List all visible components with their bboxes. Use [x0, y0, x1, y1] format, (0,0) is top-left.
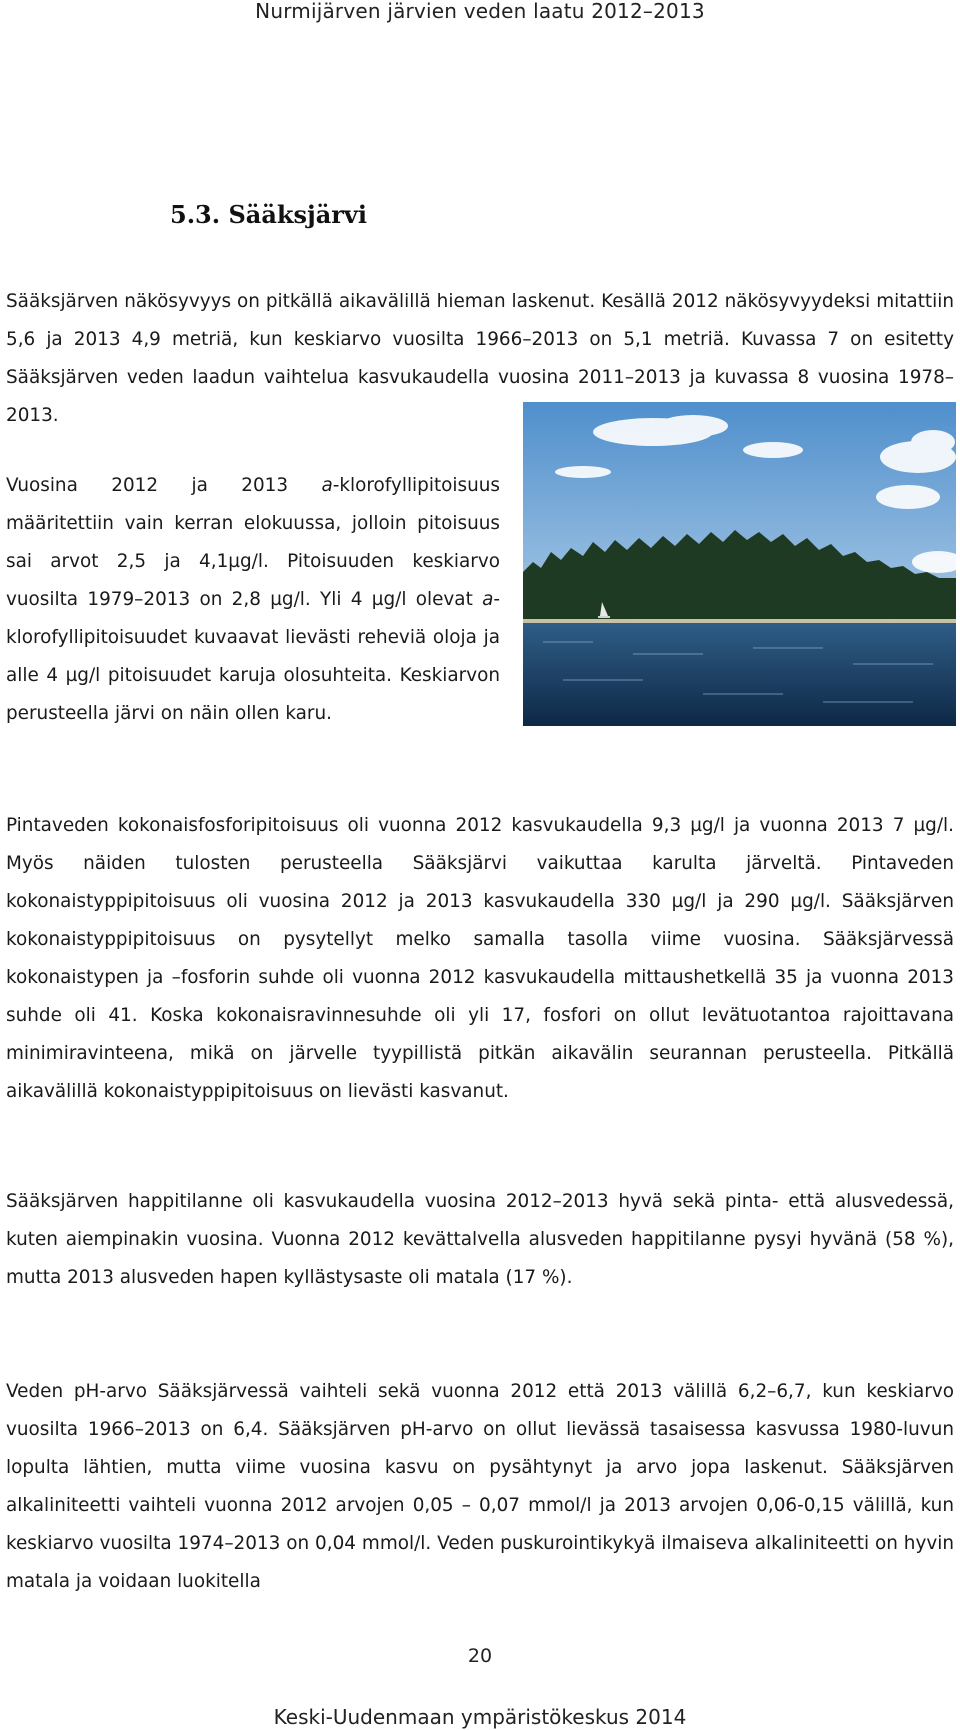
paragraph-chlorophyll [6, 467, 500, 733]
paragraph-visibility: Sääksjärven näkösyvyys on pitkällä aikavälillä hieman laskenut. Kesällä 2012 näkösyvyydeksi mitattiin 5,6 ja 2013 4,9 metriä, kun keskiarvo vuosilta 1966–2013 on 5,1 metriä. Kuvassa 7 on esitetty Sääksjärven veden laadun vaihtelua kasvukaudella vuosina 2011–2013 ja kuvassa 8 vuosina 1978–2013. [6, 291, 954, 426]
lake-photo-illustration [523, 402, 956, 726]
chlorophyll-text-1: Vuosina 2012 ja 2013 [6, 475, 322, 496]
paragraph-nutrients: Pintaveden kokonaisfosforipitoisuus oli vuonna 2012 kasvukaudella 9,3 µg/l ja vuonna 2013 7 µg/l. Myös näiden tulosten perusteella Sääksjärvi vaikuttaa karulta järveltä. Pintaveden kokonaistyppipitoisuus oli vuosina 2012 ja 2013 kasvukaudella 330 µg/l ja 290 µg/l. Sääksjärven kokonaistyppipitoisuus on pysytellyt melko samalla tasolla viime vuosina. Sääksjärvessä kokonaistypen ja –fosforin suhde oli vuonna 2012 kasvukaudella mittaushetkellä 35 ja vuonna 2013 suhde oli 41. Koska kokonaisravinnesuhde oli yli 17, fosfori on ollut levätuotantoa rajoittavana minimiravinteena, mikä on järvelle tyypillistä pitkän aikavälin seurannan perusteella. Pitkällä aikavälillä kokonaistyppipitoisuus on lievästi kasvanut. [6, 815, 954, 1102]
chlorophyll-text-2: -klorofyllipitoisuus määritettiin vain kerran elokuussa, jolloin pitoisuus sai arvot 2,5 ja 4,1µg/l. Pitoisuuden keskiarvo vuosilta 1979–2013 on 2,8 µg/l. Yli 4 µg/l olevat [6, 475, 500, 610]
running-header: Nurmijärven järvien veden laatu 2012–2013 [255, 0, 705, 23]
chlorophyll-italic-a-1: a [321, 475, 333, 496]
shoreline [523, 619, 956, 623]
paragraph-ph: Veden pH-arvo Sääksjärvessä vaihteli sekä vuonna 2012 että 2013 välillä 6,2–6,7, kun keskiarvo vuosilta 1966–2013 on 6,4. Sääksjärven pH-arvo on ollut lievässä tasaisessa kasvussa 1980-luvun lopulta lähtien, mutta viime vuosina kasvu on pysähtynyt ja arvo jopa laskenut. Sääksjärven alkaliniteetti vaihteli vuonna 2012 arvojen 0,05 – 0,07 mmol/l ja 2013 arvojen 0,06-0,15 välillä, kun keskiarvo vuosilta 1974–2013 on 0,04 mmol/l. Veden puskurointikykyä ilmaiseva alkaliniteetti on hyvin matala ja voidaan luokitella [6, 1381, 954, 1592]
chlorophyll-italic-a-2: a [482, 589, 494, 610]
lake-photo [523, 402, 956, 726]
section-title: 5.3. Sääksjärvi [170, 200, 367, 229]
running-footer: Keski-Uudenmaan ympäristökeskus 2014 [273, 1705, 687, 1729]
page-number: 20 [467, 1645, 493, 1667]
chlorophyll-text-3: -klorofyllipitoisuudet kuvaavat lievästi reheviä oloja ja alle 4 µg/l pitoisuudet karuja olosuhteita. Keskiarvon perusteella järvi on näin ollen karu. [6, 589, 500, 724]
water [523, 623, 956, 726]
paragraph-oxygen: Sääksjärven happitilanne oli kasvukaudella vuosina 2012–2013 hyvä sekä pinta- että alusvedessä, kuten aiempinakin vuosina. Vuonna 2012 kevättalvella alusveden happitilanne pysyi hyvänä (58 %), mutta 2013 alusveden hapen kyllästysaste oli matala (17 %). [6, 1191, 954, 1288]
